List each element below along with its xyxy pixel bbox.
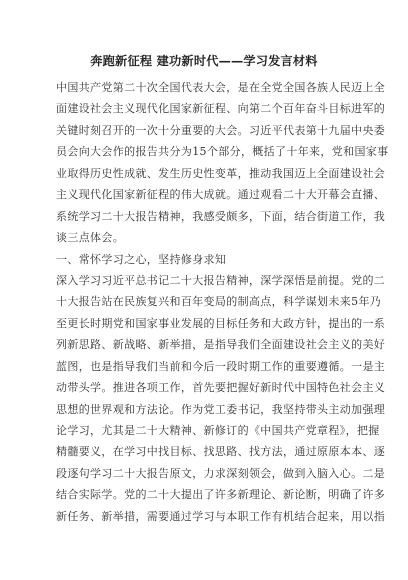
body-line: 谈三点体会。 [56,231,125,245]
section-heading: 一、常怀学习之心，坚持修身求知 [56,252,227,266]
body-line: 业取得历史性成就、发生历史性变革，推动我国迈上全面建设社会 [56,166,386,180]
body-line: 十大报告站在民族复兴和百年变局的制高点，科学谋划未来5年乃 [56,295,382,309]
body-line: 结合实际学。党的二十大提出了许多新理论、新论断，明确了许多 [56,488,386,502]
body-line: 主义现代化国家新征程的伟大成就。通过观看二十大开幕会直播、 [56,188,386,202]
body-line: 蓝图，也是指导我们当前和今后一段时期工作的重要遵循。一是主 [56,359,386,373]
body-line: 面建设社会主义现代化国家新征程、向第二个百年奋斗目标进军的 [56,102,386,116]
body-line: 列新思路、新战略、新举措，是指导我们全面建设社会主义的美好 [56,338,386,352]
body-line: 员会向大会作的报告共分为15个部分，概括了十年来，党和国家事 [56,145,389,159]
body-line: 关键时刻召开的一次十分重要的大会。习近平代表第十九届中央委 [56,123,386,137]
body-line: 系统学习二十大报告精神，我感受颇多，下面，结合街道工作，我 [56,209,386,223]
body-line: 新任务、新举措，需要通过学习与本职工作有机结合起来，用以指 [56,509,386,523]
body-line: 论学习，尤其是二十大精神、新修订的《中国共产党章程》，把握 [56,424,380,437]
body-line: 段逐句学习二十大报告原文，力求深刻领会，做到入脑入心。二是 [56,466,386,480]
body-line: 深入学习习近平总书记二十大报告精神，深学深悟是前提。党的二 [56,273,386,287]
body-line: 思想的世界观和方法论。作为党工委书记，我坚持带头主动加强理 [56,402,386,416]
body-line: 至更长时期党和国家事业发展的目标任务和大政方针，提出的一系 [56,316,386,330]
body-line: 动带头学。推进各项工作，首先要把握好新时代中国特色社会主义 [56,381,386,395]
body-line: 精髓要义，在学习中找目标、找思路、找方法，通过原原本本、逐 [56,445,386,459]
document-body [56,77,389,527]
body-line: 中国共产党第二十次全国代表大会，是在全党全国各族人民迈上全 [56,81,386,94]
document-page [56,0,389,580]
document-title: 奔跑新征程 建功新时代——学习发言材料 [90,54,318,68]
